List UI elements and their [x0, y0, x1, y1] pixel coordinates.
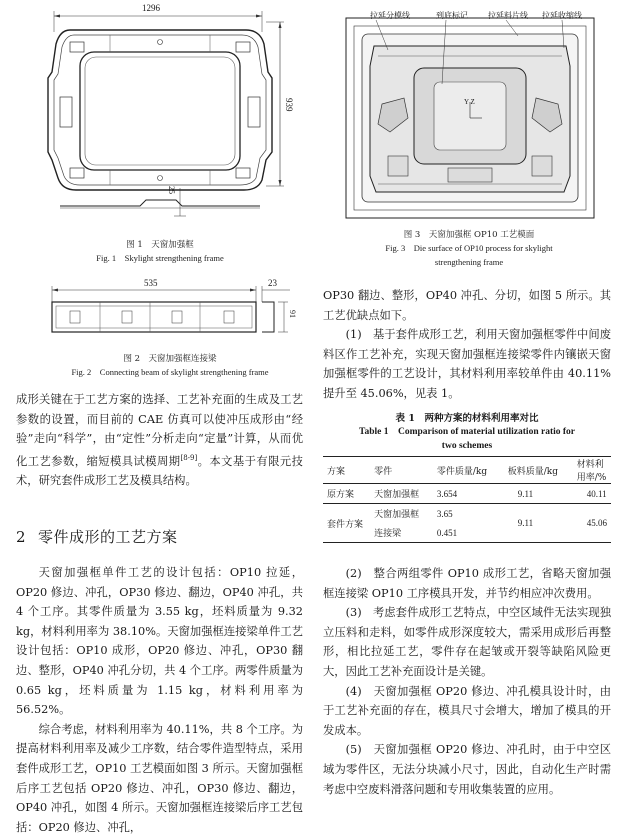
row1-part-mass: 3.654: [436, 488, 458, 499]
figure-1: [40, 2, 300, 264]
header-part-mass: 零件质量/kg: [436, 466, 488, 477]
section-heading: [16, 526, 190, 547]
table-1-title-en-2: two schemes: [441, 441, 493, 451]
figure-3: [338, 6, 600, 270]
table-1-grid: [323, 456, 611, 543]
section-title: 零件成形的工艺方案: [38, 528, 178, 546]
figure-1-drawing: [40, 2, 300, 232]
header-ratio: 材料利用率/%: [576, 460, 607, 483]
header-scheme: 方案: [327, 466, 346, 477]
left-paragraph-2: 天窗加强框单件工艺的设计包括：OP10 拉延，OP20 修边、冲孔，OP30 修边、翻边，OP40 冲孔，共 4 个工序。其零件质量为 3.55 kg，坯料质量为 9.32 kg，材料利用率为 38.10%。天窗加强框连接梁单件工艺设计包括：OP10 成形，OP20 修边、冲孔，OP30 翻边、整形，OP40 冲孔分切，共 4 个工序。两零件质量为 0.65 kg，坯料质量为 1.15 kg，材料利用率为 56.52%。: [16, 566, 303, 717]
dim-height-label: 939: [284, 98, 294, 112]
right-body-top: [323, 286, 611, 404]
right-paragraph-5: (4) 天窗加强框 OP20 修边、冲孔模具设计时，由于工艺补充面的存在，模具尺寸会增大，增加了模具的开发成本。: [323, 684, 611, 737]
figure-2-caption-en: Fig. 2 Connecting beam of skylight strengthening frame: [71, 367, 269, 377]
left-paragraph-1: [16, 390, 303, 491]
row2-sheet-mass: 9.11: [517, 518, 534, 528]
dim-right-label: 23: [268, 278, 277, 288]
row2-part-a: 天窗加强框: [374, 510, 420, 520]
figure-1-caption-cn: 图 1 天窗加强框: [126, 240, 194, 250]
dim-width-label: 1296: [142, 3, 160, 13]
left-body: [16, 563, 303, 837]
row1-scheme: 原方案: [327, 490, 355, 500]
dim-small-label: 25: [167, 186, 176, 194]
fig3-label-shrink-line: 拉延收缩线: [542, 11, 582, 20]
figure-1-caption-en: Fig. 1 Skylight strengthening frame: [96, 253, 224, 263]
dim-height-label-2: 91: [288, 310, 297, 318]
row1-part: 天窗加强框: [374, 490, 420, 500]
figure-2-drawing: [40, 278, 300, 346]
row2-scheme: 套件方案: [327, 519, 364, 530]
table-row: [323, 484, 611, 504]
section-number: 2: [16, 528, 27, 546]
row2-mass-a: 3.65: [436, 508, 453, 519]
table-1-title-en-1: Table 1 Comparison of material utilization ratio for: [358, 427, 576, 437]
figure-3-drawing: [338, 6, 600, 224]
table-row: [323, 504, 611, 524]
left-p1-text: 成形关键在于工艺方案的选择、工艺补充面的生成及工艺参数的设置，而目前的 CAE 仿真可以使冲压成形由“经验”走向“科学”，由“定性”分析走向“定量”计算，从而优化工艺参数，缩短模具试模周期: [16, 393, 303, 468]
figure-2: [40, 278, 300, 384]
dim-length-label: 535: [144, 278, 158, 288]
right-paragraph-2: (1) 基于套件成形工艺，利用天窗加强框零件中间废料区作工艺补充，实现天窗加强框连接梁零件内镶嵌天窗加强框零件的工艺设计，其材料利用率较单件由 40.11% 提升至 45.06%，见表 1。: [323, 328, 611, 400]
row2-ratio: 45.06: [586, 518, 607, 528]
row2-part-b: 连接梁: [374, 529, 402, 539]
figure-3-caption-cn: 图 3 天窗加强框 OP10 工艺模面: [403, 230, 535, 240]
fig3-label-bottom-mark: 到底标记: [436, 11, 468, 20]
left-p1-end: 。本文基于有限元技术，研究套件成形工艺及模具结构。: [16, 454, 303, 488]
row1-sheet-mass: 9.11: [517, 488, 534, 499]
right-paragraph-3: (2) 整合两组零件 OP10 成形工艺，省略天窗加强框连接梁 OP10 工序模具开发，并节约相应冲次费用。: [323, 567, 611, 600]
header-sheet-mass: 板料质量/kg: [507, 466, 558, 477]
figure-3-caption-en-2: strengthening frame: [434, 257, 504, 267]
left-paragraph-3: 综合考虑，材料利用率为 40.11%，共 8 个工序。为提高材料利用率及减少工序数，结合零件造型特点，采用套件成形工艺，OP10 工艺模面如图 3 所示。天窗加强框后序工艺包括 OP20 修边、冲孔，OP30 修边、翻边，OP40 冲孔，如图 4 所示。天窗加强框连接梁后序工艺包括：OP20 修边、冲孔，: [16, 722, 303, 834]
citation-ref: [8-9]: [180, 453, 198, 462]
fig3-axis-label: Y Z: [464, 98, 475, 106]
fig3-label-blank-line: 拉延料片线: [488, 11, 528, 20]
row1-ratio: 40.11: [586, 488, 607, 499]
table-1: [323, 412, 611, 543]
row2-mass-b: 0.451: [436, 527, 458, 538]
fig3-label-parting-line: 拉延分模线: [370, 11, 410, 20]
table-1-title-cn: 表 1 两种方案的材料利用率对比: [395, 413, 539, 424]
figure-3-caption-en-1: Fig. 3 Die surface of OP10 process for skylight: [385, 243, 553, 253]
right-paragraph-4: (3) 考虑套件成形工艺特点，中空区域件无法实现独立压料和走料，如零件成形深度较大，需采用成形后再整形，相比拉延工艺，零件存在起皱或开裂等缺陷风险更大，因此工艺补充面设计是关键。: [323, 606, 611, 678]
table-header-row: [323, 457, 611, 484]
header-part: 零件: [374, 466, 393, 477]
right-paragraph-6: (5) 天窗加强框 OP20 修边、冲孔时，由于中空区域为零件区，无法分块减小尺寸，因此，自动化生产时需考虑中空废料滑落问题和专用收集装置的应用。: [323, 743, 611, 796]
right-body-bottom: [323, 564, 611, 799]
figure-2-caption-cn: 图 2 天窗加强框连接梁: [123, 354, 217, 364]
right-paragraph-1: OP30 翻边、整形，OP40 冲孔、分切，如图 5 所示。其工艺优缺点如下。: [323, 289, 611, 322]
